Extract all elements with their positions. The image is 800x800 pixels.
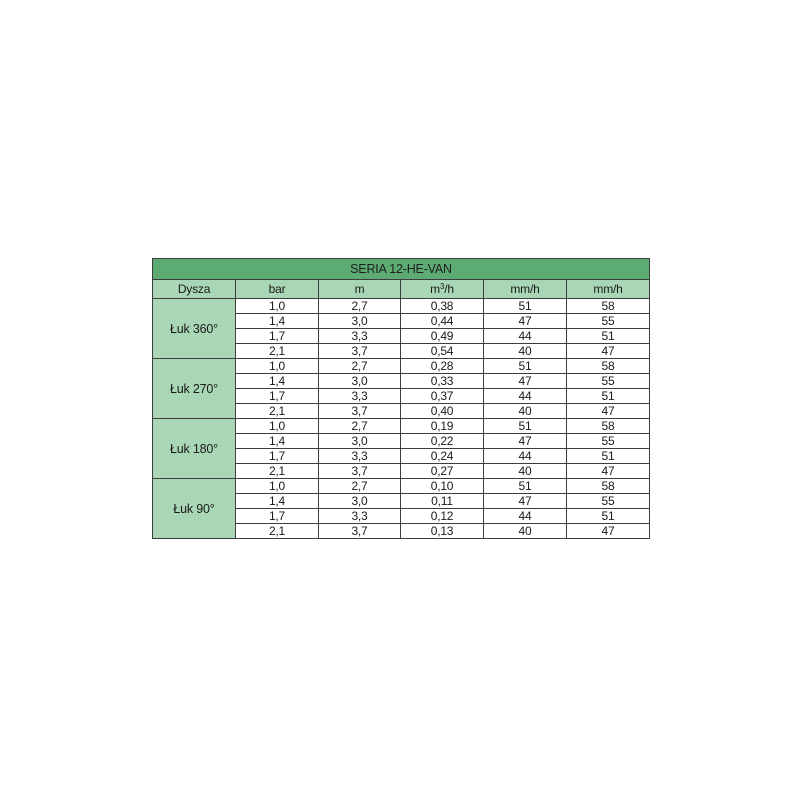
bar-cell: 1,0 (236, 419, 319, 434)
flow-cell: 0,28 (401, 359, 484, 374)
bar-cell: 1,4 (236, 434, 319, 449)
table-title-row (153, 259, 650, 280)
bar-cell: 1,7 (236, 509, 319, 524)
mmh-triangle-cell: 58 (567, 419, 650, 434)
mmh-square-cell: 51 (484, 419, 567, 434)
m-cell: 2,7 (319, 299, 401, 314)
nozzle-arc-label: Łuk 360° (153, 299, 236, 359)
m-cell: 3,0 (319, 374, 401, 389)
mmh-triangle-cell: 58 (567, 359, 650, 374)
m-cell: 3,7 (319, 464, 401, 479)
m-cell: 3,7 (319, 524, 401, 539)
flow-cell: 0,19 (401, 419, 484, 434)
table-header-row (153, 280, 650, 299)
mmh-triangle-cell: 58 (567, 299, 650, 314)
table-title: SERIA 12-HE-VAN (153, 259, 650, 280)
mmh-triangle-cell: 47 (567, 344, 650, 359)
header-bar: bar (236, 280, 319, 299)
mmh-square-cell: 44 (484, 329, 567, 344)
flow-cell: 0,49 (401, 329, 484, 344)
mmh-triangle-cell: 55 (567, 494, 650, 509)
mmh-square-cell: 40 (484, 404, 567, 419)
flow-cell: 0,12 (401, 509, 484, 524)
mmh-triangle-cell: 55 (567, 434, 650, 449)
table-row (153, 479, 650, 494)
header-m: m (319, 280, 401, 299)
spec-table (152, 258, 650, 539)
mmh-square-cell: 44 (484, 509, 567, 524)
table-body (153, 299, 650, 539)
mmh-triangle-cell: 51 (567, 389, 650, 404)
mmh-square-cell: 47 (484, 494, 567, 509)
mmh-triangle-cell: 47 (567, 404, 650, 419)
nozzle-arc-label: Łuk 180° (153, 419, 236, 479)
flow-cell: 0,44 (401, 314, 484, 329)
mmh-triangle-cell: 47 (567, 524, 650, 539)
nozzle-arc-label: Łuk 270° (153, 359, 236, 419)
m-cell: 3,3 (319, 509, 401, 524)
mmh-square-cell: 47 (484, 374, 567, 389)
mmh-triangle-cell: 51 (567, 329, 650, 344)
table-row (153, 419, 650, 434)
mmh-triangle-cell: 55 (567, 314, 650, 329)
bar-cell: 1,4 (236, 494, 319, 509)
mmh-triangle-cell: 51 (567, 509, 650, 524)
flow-cell: 0,40 (401, 404, 484, 419)
mmh-triangle-cell: 55 (567, 374, 650, 389)
header-mmh-square: mm/h (484, 280, 567, 299)
bar-cell: 1,0 (236, 299, 319, 314)
header-mmh-triangle: mm/h (567, 280, 650, 299)
mmh-triangle-cell: 58 (567, 479, 650, 494)
header-dysza: Dysza (153, 280, 236, 299)
table-row (153, 359, 650, 374)
flow-cell: 0,37 (401, 389, 484, 404)
header-flow-tail: /h (444, 282, 454, 296)
bar-cell: 2,1 (236, 464, 319, 479)
bar-cell: 2,1 (236, 404, 319, 419)
flow-cell: 0,22 (401, 434, 484, 449)
m-cell: 3,7 (319, 404, 401, 419)
mmh-square-cell: 40 (484, 524, 567, 539)
flow-cell: 0,27 (401, 464, 484, 479)
m-cell: 3,3 (319, 389, 401, 404)
bar-cell: 2,1 (236, 344, 319, 359)
mmh-square-cell: 51 (484, 359, 567, 374)
header-flow (401, 280, 484, 299)
m-cell: 2,7 (319, 419, 401, 434)
flow-cell: 0,33 (401, 374, 484, 389)
header-flow-sup: 3 (439, 282, 445, 291)
bar-cell: 1,4 (236, 314, 319, 329)
mmh-square-cell: 51 (484, 299, 567, 314)
bar-cell: 1,4 (236, 374, 319, 389)
mmh-square-cell: 47 (484, 434, 567, 449)
m-cell: 2,7 (319, 479, 401, 494)
mmh-triangle-cell: 51 (567, 449, 650, 464)
flow-cell: 0,54 (401, 344, 484, 359)
flow-cell: 0,11 (401, 494, 484, 509)
mmh-triangle-cell: 47 (567, 464, 650, 479)
m-cell: 3,3 (319, 329, 401, 344)
m-cell: 3,0 (319, 434, 401, 449)
flow-cell: 0,24 (401, 449, 484, 464)
mmh-square-cell: 51 (484, 479, 567, 494)
header-flow-base: m (430, 282, 440, 296)
mmh-square-cell: 40 (484, 344, 567, 359)
bar-cell: 1,7 (236, 449, 319, 464)
m-cell: 3,7 (319, 344, 401, 359)
nozzle-arc-label: Łuk 90° (153, 479, 236, 539)
mmh-square-cell: 47 (484, 314, 567, 329)
bar-cell: 1,0 (236, 359, 319, 374)
flow-cell: 0,10 (401, 479, 484, 494)
flow-cell: 0,13 (401, 524, 484, 539)
bar-cell: 2,1 (236, 524, 319, 539)
bar-cell: 1,7 (236, 389, 319, 404)
mmh-square-cell: 40 (484, 464, 567, 479)
m-cell: 3,0 (319, 314, 401, 329)
table-row (153, 299, 650, 314)
flow-cell: 0,38 (401, 299, 484, 314)
m-cell: 3,3 (319, 449, 401, 464)
m-cell: 2,7 (319, 359, 401, 374)
bar-cell: 1,0 (236, 479, 319, 494)
m-cell: 3,0 (319, 494, 401, 509)
mmh-square-cell: 44 (484, 389, 567, 404)
bar-cell: 1,7 (236, 329, 319, 344)
mmh-square-cell: 44 (484, 449, 567, 464)
